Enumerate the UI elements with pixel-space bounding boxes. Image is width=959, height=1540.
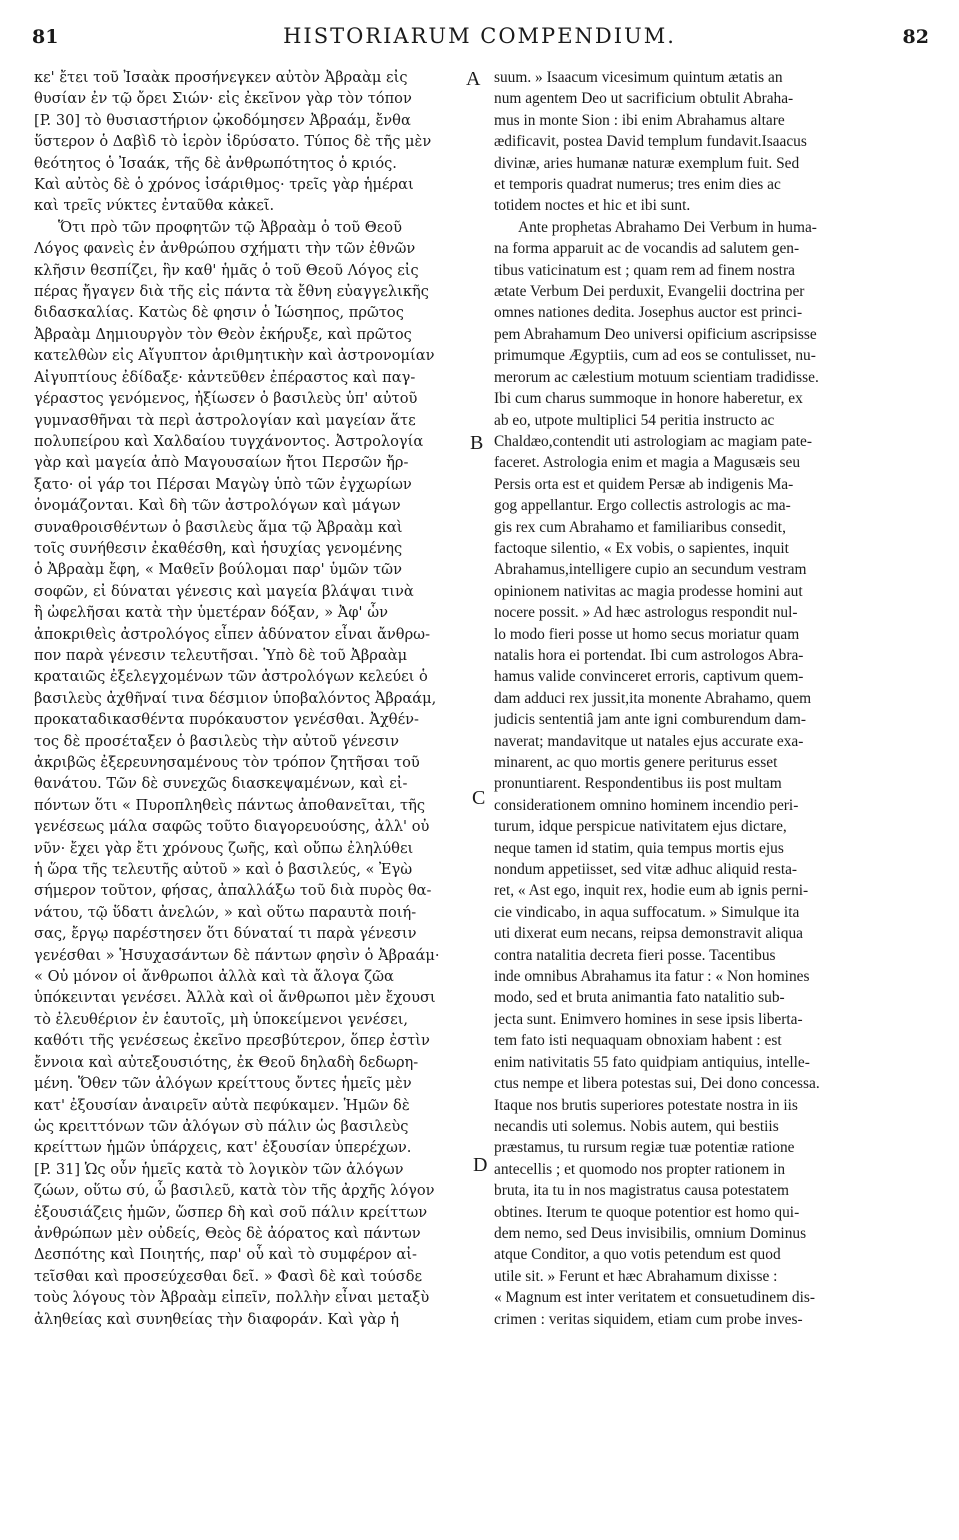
margin-marker-a: A bbox=[466, 68, 481, 90]
text-line: ædificavit, postea David templum fundavit.Isaacus bbox=[494, 133, 807, 151]
text-line: omnes nationes dedita. Josephus auctor est princi- bbox=[494, 304, 803, 322]
text-line: ctus nempe et libera potestas sui, Dei dono concessa. bbox=[494, 1075, 820, 1093]
text-line: Ὅτι πρὸ τῶν προφητῶν τῷ Ἀβραὰμ ὁ τοῦ Θεοῦ bbox=[58, 218, 402, 236]
text-line: minarent, ac quo mortis genere periturus esset bbox=[494, 754, 778, 771]
text-line: σας, ἔργῳ παρέστησεν ὅτι δύναταί τι παρὰ γένεσιν bbox=[34, 925, 417, 943]
text-line: neque tamen id statim, quia tempus mortis ejus bbox=[494, 839, 784, 857]
text-line: ζώων, οὕτω σύ, ὦ βασιλεῦ, κατὰ τὸν τῆς ἀρχῆς λόγον bbox=[34, 1182, 435, 1200]
text-line: σήμερον τοῦτον, φήσας, ἀπαλλάξω τοῦ διὰ πυρὸς θα- bbox=[34, 882, 432, 900]
text-line: pronuntiarent. Respondentibus iis post multam bbox=[494, 775, 782, 793]
text-line: tibus vaticinatum est ; quam rem ad finem nostra bbox=[494, 261, 795, 279]
text-line: primumque Ægyptiis, cum ad eos se contulisset, nu- bbox=[494, 347, 816, 365]
text-line: suum. » Isaacum vicesimum quintum ætatis an bbox=[494, 69, 783, 86]
text-line: et temporis quadrat numerus; tres enim dies ac bbox=[494, 176, 781, 194]
text-line: θανάτου. Τῶν δὲ συνεχῶς διασκεψαμένων, καὶ εἰ- bbox=[34, 775, 408, 793]
text-line: præstamus, tu rursum regiæ tuæ potentiæ ratione bbox=[494, 1139, 795, 1157]
page-header bbox=[0, 0, 959, 60]
text-line: τος δὲ προσέταξεν ὁ βασιλεὺς τὴν αὐτοῦ γένεσιν bbox=[34, 732, 400, 750]
text-line: modo, sed et bruta animantia fato natalitio sub- bbox=[494, 989, 785, 1007]
text-line: ἀκριβῶς ἐξερευνησαμένους τὸν τρόπον ζητῆσαι τοῦ bbox=[34, 754, 420, 771]
text-line: dam adduci rex jussit,ita monente Abrahamo, quem bbox=[494, 689, 812, 707]
text-line: « Magnum est inter veritatem et consuetudinem dis- bbox=[494, 1289, 815, 1307]
text-line: ab eo, utpote multiplici 54 peritia instructo ac bbox=[494, 411, 775, 429]
text-line: ὕστερον ὁ Δαβὶδ τὸ ἱερὸν ἱδρύσατο. Τύπος δὲ τῆς μὲν bbox=[34, 133, 432, 151]
text-line: καὶ τρεῖς νύκτες ἐνταῦθα κἀκεῖ. bbox=[34, 197, 275, 215]
text-line: atque Conditor, a quo votis petendum est quod bbox=[494, 1246, 781, 1264]
text-line: divinæ, aries humanæ naturæ exemplum fuit. Sed bbox=[494, 154, 800, 172]
text-line: judicis sententiâ jam ante igni comburendum dam- bbox=[494, 711, 807, 729]
text-line: ξατο· οἱ γάρ τοι Πέρσαι Μαγὼγ ὑπὸ τῶν ἐγχωρίων bbox=[34, 475, 412, 493]
text-line: Ἀβραὰμ Δημιουργὸν τὸν Θεὸν ἐκήρυξε, καὶ πρῶτος bbox=[34, 325, 412, 343]
text-line: κε' ἔτει τοῦ Ἰσαὰκ προσήνεγκεν αὐτὸν Ἀβραὰμ εἰς bbox=[34, 69, 408, 86]
text-line: γυμνασθῆναι τὰ περὶ ἀστρολογίαν καὶ μαγείαν ἅτε bbox=[34, 411, 416, 429]
text-line: crimen : veritas siquidem, etiam cum probe inves- bbox=[494, 1310, 803, 1328]
text-line: ἡ ὥρα τῆς τελευτῆς αὐτοῦ » καὶ ὁ βασιλεύς, « Ἐγὼ bbox=[34, 861, 413, 879]
text-line: τὸ ἐλευθέριον ἐν ἑαυτοῖς, μὴ ὑποκείμενοι γενέσει, bbox=[34, 1010, 409, 1028]
text-line: factoque silentio, « Ex vobis, o sapientes, inquit bbox=[494, 539, 789, 557]
text-line: naverat; mandavitque ut natales ejus accurate exa- bbox=[494, 732, 804, 750]
text-line: « Οὐ μόνον οἱ ἄνθρωποι ἀλλὰ καὶ τὰ ἄλογα ζῶα bbox=[34, 968, 394, 986]
text-line: θυσίαν ἐν τῷ ὄρει Σιών· εἰς ἐκεῖνον γὰρ τὸν τόπον bbox=[34, 90, 412, 108]
text-line: γὰρ καὶ μαγεία ἀπὸ Μαγουσαίων ἤτοι Περσῶν ἤρ- bbox=[34, 454, 409, 472]
text-line: μένη. Ὅθεν τῶν ἀλόγων κρείττους ὄντες ἡμεῖς μὲν bbox=[34, 1075, 412, 1093]
text-line: cie vindicabo, in aqua suffocatum. » Simulque ita bbox=[494, 903, 800, 921]
text-line: jecta sunt. Enimvero homines in sese ipsis liberta- bbox=[494, 1010, 803, 1028]
text-line: turum, idque perspicue nativitatem ejus dictare, bbox=[494, 818, 787, 836]
text-line: σοφῶν, εἰ δύναται γένεσις καὶ μαγεία βλάψαι τινὰ bbox=[34, 582, 414, 600]
text-line: ὁ Ἀβραὰμ ἔφη, « Μαθεῖν βούλομαι παρ' ὑμῶν τῶν bbox=[34, 561, 402, 579]
margin-marker-d: D bbox=[473, 1154, 488, 1176]
text-line: totidem noctes et hic et ibi sunt. bbox=[494, 197, 691, 215]
text-line: lo modo fieri posse ut homo secus moriatur quam bbox=[494, 625, 800, 643]
text-line: τοὺς λόγους τὸν Ἀβραὰμ εἰπεῖν, πολλὴν εἶναι μεταξὺ bbox=[34, 1289, 430, 1307]
text-line: πέρας ἤγαγεν διὰ τῆς εἰς πάντα τὰ ἔθνη εὐαγγελικῆς bbox=[34, 283, 429, 301]
text-line: ὀνομάζονται. Καὶ δὴ τῶν ἀστρολόγων καὶ μάγων bbox=[34, 497, 401, 515]
text-line: ret, « Ast ego, inquit rex, hodie eum ab ignis perni- bbox=[494, 882, 809, 900]
text-line: [P. 31] Ὡς οὖν ἡμεῖς κατὰ τὸ λογικὸν τῶν ἀλόγων bbox=[34, 1160, 404, 1178]
text-line: nondum appetiisset, sed vitæ adhuc aliquid resta- bbox=[494, 861, 798, 879]
text-line: συναθροισθέντων ὁ βασιλεὺς ἅμα τῷ Ἀβραὰμ καὶ bbox=[34, 518, 403, 536]
text-line: Itaque nos brutis superiores potestate nostra in iis bbox=[494, 1096, 798, 1114]
text-line: κραταιῶς ἐξελεγχομένων τῶν ἀστρολόγων κελεύει ὁ bbox=[34, 668, 428, 686]
text-line: Abrahamus,intelligere cupio an secundum vestram bbox=[494, 561, 807, 579]
text-line: νῦν· ἔχει γὰρ ἔτι χρόνους ζωῆς, καὶ οὔπω ἐληλύθει bbox=[34, 839, 414, 857]
text-line: Chaldæo,contendit uti astrologiam ac magiam pate- bbox=[494, 432, 812, 450]
text-line: opinionem nativitas ac magia prodesse homini aut bbox=[494, 582, 803, 600]
text-line: ἀποκριθεὶς ἀστρολόγος εἶπεν ἀδύνατον εἶναι ἄνθρω- bbox=[34, 625, 430, 643]
text-line: Ibi cum charus summoque in honore haberetur, ex bbox=[494, 390, 803, 408]
margin-marker-c: C bbox=[472, 787, 486, 809]
text-line: κλῆσιν θεσπίζει, ἣν καθ' ἡμᾶς ὁ τοῦ Θεοῦ Λόγος εἰς bbox=[34, 261, 419, 279]
text-line: gog appellantur. Ergo collectis astrologis ac ma- bbox=[494, 497, 791, 515]
text-line: natalis hora ei portendat. Ibi cum astrologos Abra- bbox=[494, 646, 804, 664]
text-line: ἔννοια καὶ αὐτεξουσιότης, ἐκ Θεοῦ δηλαδὴ δεδωρη- bbox=[34, 1053, 419, 1071]
text-line: ἀνθρώπων μὲν οὐδείς, Θεὸς δὲ ἀόρατος καὶ πάντων bbox=[34, 1224, 421, 1242]
text-line: τεῖσθαι καὶ προσεύχεσθαι δεῖ. » Φασὶ δὲ καὶ τούσδε bbox=[34, 1267, 423, 1285]
margin-marker-b: B bbox=[470, 432, 484, 454]
greek-column bbox=[34, 67, 462, 1330]
text-line: considerationem omnino hominem incendio peri- bbox=[494, 796, 799, 814]
text-line: βασιλεὺς ἀχθῆναί τινα δέσμιον ὑποβαλόντος Ἀβραάμ, bbox=[34, 689, 437, 707]
text-line: gis rex cum Abrahamo et familiaribus consedit, bbox=[494, 518, 786, 536]
text-line: merorum ac cælestium motuum scientiam tradidisse. bbox=[494, 368, 819, 386]
text-line: enim nativitatis 55 fato quidpiam antiquius, intelle- bbox=[494, 1053, 810, 1071]
text-line: θεότητος ὁ Ἰσαάκ, τῆς δὲ ἀνθρωπότητος ὁ κριός. bbox=[34, 154, 397, 172]
text-line: bruta, ita tu in nos magistratus causa potestatem bbox=[494, 1182, 789, 1200]
text-line: γέραστος γενόμενος, ἠξίωσεν ὁ βασιλεὺς ὑπ' αὐτοῦ bbox=[34, 390, 418, 408]
text-line: ἢ ὠφελῆσαι κατὰ τὴν ὑμετέραν δόξαν, » Ἀφ' ὧν bbox=[34, 604, 388, 622]
text-line: Δεσπότης καὶ Ποιητής, παρ' οὗ καὶ τὸ συμφέρον αἰ- bbox=[34, 1246, 417, 1264]
text-line: hamus valide convinceret erroris, captivum quem- bbox=[494, 668, 804, 686]
text-line: pem Abrahamum Deo universi opificium ascripsisse bbox=[494, 325, 817, 343]
text-line: νάτου, τῷ ὕδατι ἀνελών, » καὶ οὕτω παραυτὰ ποιή- bbox=[34, 903, 417, 921]
text-line: contra natalitia decreta fieri posse. Tacentibus bbox=[494, 946, 776, 964]
text-line: διδασκαλίας. Κατὼς δὲ φησιν ὁ Ἰώσηπος, πρῶτος bbox=[34, 304, 404, 322]
text-line: γενέσθαι » Ἡσυχασάντων δὲ πάντων φησὶν ὁ Ἀβραάμ· bbox=[34, 946, 440, 964]
text-line: Αἰγυπτίους ἐδίδαξε· κἀντεῦθεν ἐπέραστος καὶ παγ- bbox=[34, 368, 416, 386]
text-line: inde omnibus Abrahamus ita fatur : « Non homines bbox=[494, 968, 810, 986]
text-line: ὑπόκεινται γενέσει. Ἀλλὰ καὶ οἱ ἄνθρωποι μὲν ἔχουσι bbox=[34, 989, 436, 1007]
text-line: Persis orta est et quidem Persæ ab indigenis Ma- bbox=[494, 475, 794, 493]
text-line: mus in monte Sion : ibi enim Abrahamus altare bbox=[494, 111, 785, 129]
text-line: κατ' ἐξουσίαν ἀναιρεῖν αὐτὰ πεφύκαμεν. Ἡμῶν δὲ bbox=[34, 1096, 410, 1114]
text-line: ætate Verbum Dei perduxit, Evangelii doctrina per bbox=[494, 283, 805, 301]
running-title: HISTORIARUM COMPENDIUM. bbox=[283, 24, 676, 48]
page-number-left: 81 bbox=[32, 26, 59, 48]
text-line: Καὶ αὐτὸς δὲ ὁ χρόνος ἰσάριθμος· τρεῖς γὰρ ἡμέραι bbox=[34, 176, 414, 194]
text-line: πολυπείρου καὶ Χαλδαίου τυγχάνοντος. Ἀστρολογία bbox=[34, 432, 424, 450]
text-line: Λόγος φανεὶς ἐν ἀνθρώπου σχήματι τὴν τῶν ἐθνῶν bbox=[34, 240, 416, 258]
text-line: faceret. Astrologia enim et magia a Magusæis seu bbox=[494, 454, 801, 472]
text-line: na forma apparuit ac de vocandis ad salutem gen- bbox=[494, 240, 800, 258]
text-line: γενέσεως μάλα σαφῶς τοῦτο διαγορευούσης, ἀλλ' οὐ bbox=[34, 818, 430, 836]
text-line: necandis uti solemus. Nobis autem, qui bestiis bbox=[494, 1117, 779, 1135]
text-line: τοῖς συνήθεσιν ἐκαθέσθη, καὶ ἡσυχίας γενομένης bbox=[34, 539, 403, 557]
text-line: utile sit. » Ferunt et hæc Abrahamum dixisse : bbox=[494, 1267, 778, 1285]
text-line: κατελθὼν εἰς Αἴγυπτον ἀριθμητικὴν καὶ ἀστρονομίαν bbox=[34, 347, 435, 365]
text-line: uti dixerat eum necans, reipsa demonstravit aliqua bbox=[494, 925, 803, 943]
text-line: Ante prophetas Abrahamo Dei Verbum in huma- bbox=[518, 218, 817, 236]
text-line: πόντων ὅτι « Πυροπληθεὶς πάντως ἀποθανεῖται, τῆς bbox=[34, 796, 426, 814]
text-line: ὡς κρειττόνων τῶν ἀλόγων σὺ πάλιν ὡς βασιλεὺς bbox=[34, 1117, 409, 1135]
latin-column bbox=[494, 67, 918, 1330]
text-line: num agentem Deo ut sacrificium obtulit Abraha- bbox=[494, 90, 794, 108]
text-line: antecellis ; et quomodo nos propter rationem in bbox=[494, 1160, 786, 1178]
text-line: nocere possit. » Ad hæc astrologus respondit nul- bbox=[494, 604, 798, 622]
text-line: πον παρὰ γένεσιν τελευτῆσαι. Ὑπὸ δὲ τοῦ Ἀβραὰμ bbox=[34, 646, 408, 664]
page-number-right: 82 bbox=[902, 26, 929, 48]
text-line: προκαταδικασθέντα πυρόκαυστον γενέσθαι. Ἀχθέν- bbox=[34, 711, 419, 729]
text-line: ἀληθείας καὶ συνηθείας τὴν διαφοράν. Καὶ γὰρ ἡ bbox=[34, 1310, 400, 1328]
text-line: dem nemo, sed Deus invisibilis, omnium Dominus bbox=[494, 1224, 807, 1242]
text-line: [P. 30] τὸ θυσιαστήριον ᾠκοδόμησεν Ἀβραάμ, ἔνθα bbox=[34, 111, 411, 129]
text-line: obtines. Iterum te quoque potentior est homo qui- bbox=[494, 1203, 800, 1221]
text-line: tem fato isti nequaquam obnoxiam habent : est bbox=[494, 1032, 782, 1050]
text-line: καθότι τῆς γενέσεως ἐκεῖνο πρεσβύτερον, ὅπερ ἐστὶν bbox=[34, 1032, 430, 1050]
text-line: κρείττων ἡμῶν ὑπάρχεις, κατ' ἐξουσίαν ὑπερέχων. bbox=[34, 1139, 412, 1157]
text-line: ἐξουσιάζεις ἡμῶν, ὥσπερ δὴ καὶ σοῦ πάλιν κρείττων bbox=[34, 1203, 428, 1221]
